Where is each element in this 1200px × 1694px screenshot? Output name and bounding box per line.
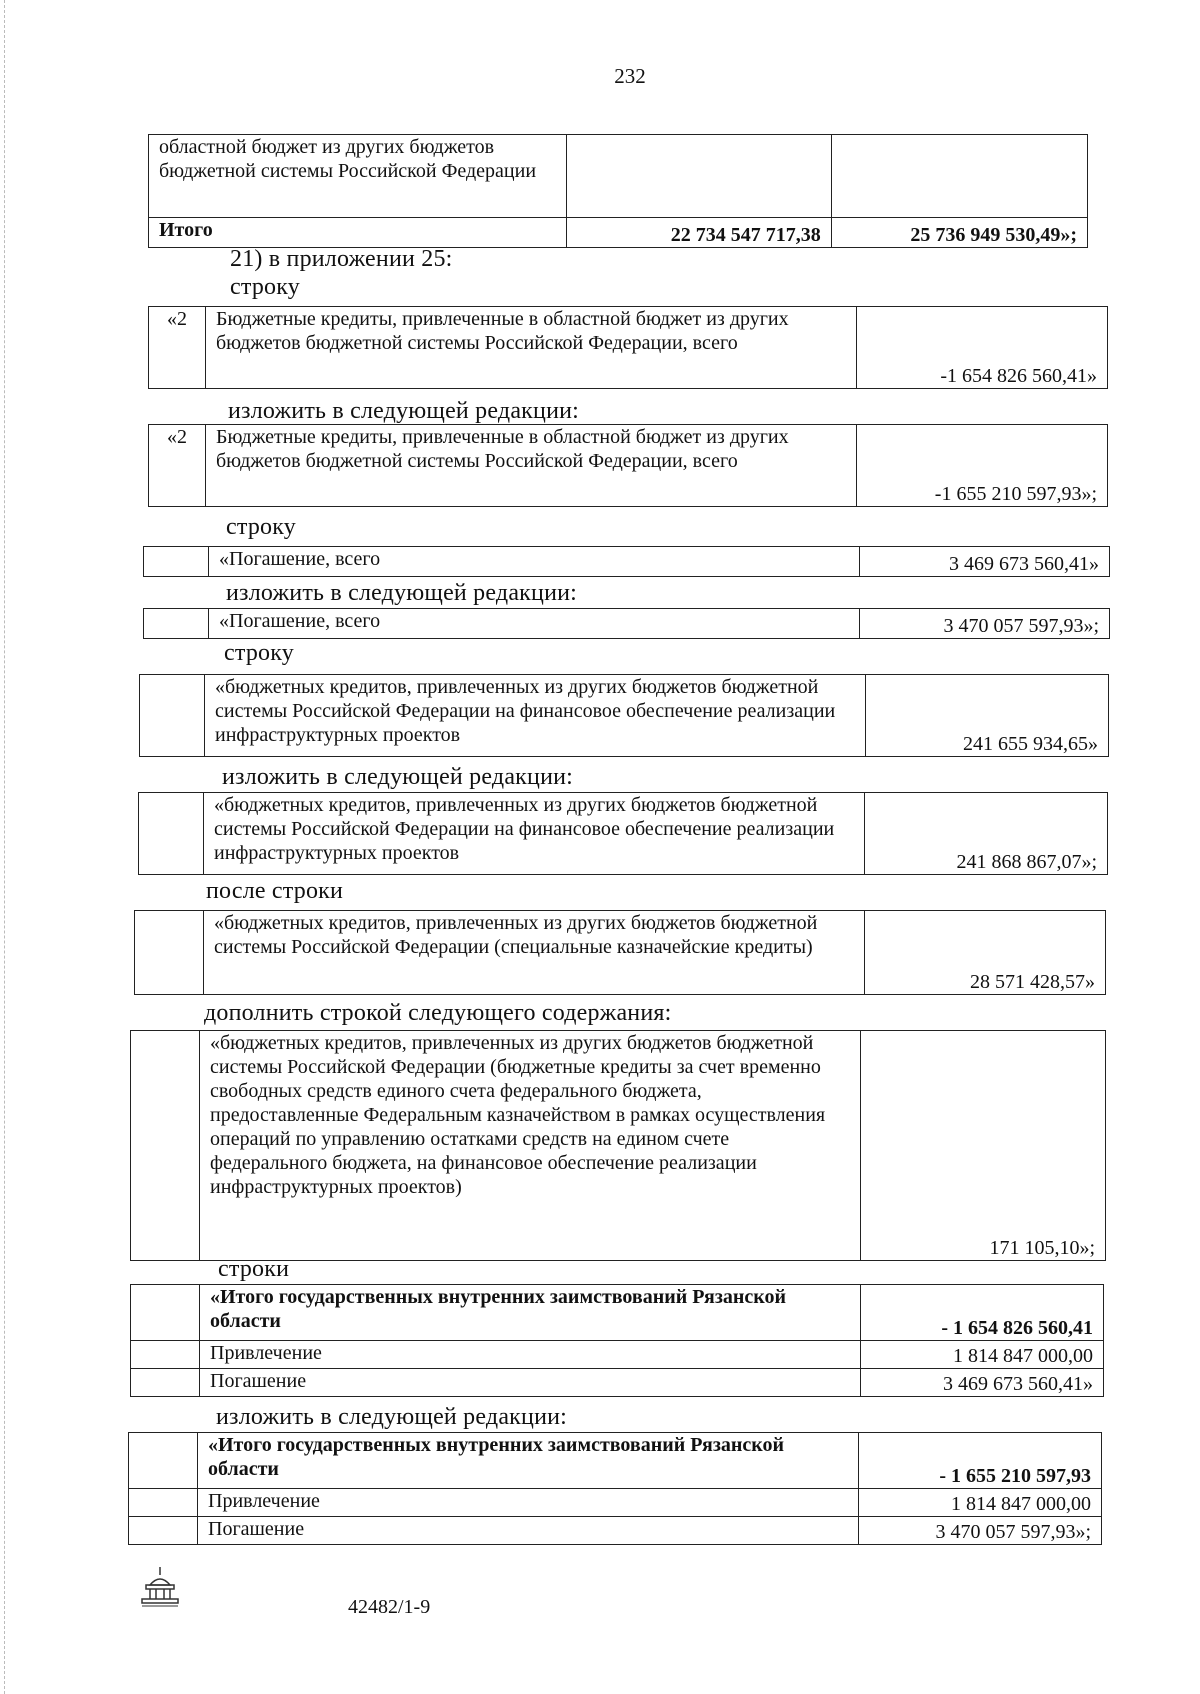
attraction-label: Привлечение [200, 1341, 861, 1369]
block3-new-table [138, 792, 1108, 875]
row-text: Бюджетные кредиты, привлеченные в областной бюджет из других бюджетов бюджетной системы Российской Федерации, всего [206, 307, 857, 389]
row-text: «бюджетных кредитов, привлеченных из других бюджетов бюджетной системы Российской Федерации на финансовое обеспечение реализации инфраструктурных проектов [204, 793, 865, 875]
row-text: «бюджетных кредитов, привлеченных из других бюджетов бюджетной системы Российской Федерации (специальные казначейские кредиты) [204, 911, 865, 995]
total-title: «Итого государственных внутренних заимствований Рязанской области [200, 1285, 861, 1341]
repayment-label: Погашение [198, 1517, 859, 1545]
total-value-2: 25 736 949 530,49»; [831, 218, 1087, 248]
row-value: 171 105,10»; [861, 1031, 1106, 1261]
duma-building-emblem-icon [138, 1565, 182, 1609]
row-value: 28 571 428,57» [865, 911, 1106, 995]
instruction-replace: изложить в следующей редакции: [228, 398, 580, 424]
repayment-label: Погашение [200, 1369, 861, 1397]
instruction-replace: изложить в следующей редакции: [222, 764, 574, 790]
row-text: «бюджетных кредитов, привлеченных из других бюджетов бюджетной системы Российской Федерации (бюджетные кредиты за счет временно свободных средств единого счета федерального бюджета, предоставленные Федеральным казначейством в рамках осуществления операций по управлению остатками средств на едином счете федерального бюджета, на финансовое обеспечение реализации инфраструктурных проектов) [200, 1031, 861, 1261]
row-value: 3 470 057 597,93»; [860, 609, 1110, 639]
row-text: «Погашение, всего [209, 547, 860, 577]
block2-new-table [143, 608, 1110, 639]
block1-new-table [148, 424, 1108, 507]
instruction-add: дополнить строкой следующего содержания: [204, 1000, 672, 1026]
block5-new-table [128, 1432, 1102, 1545]
scan-edge [4, 0, 6, 1694]
total-value: - 1 655 210 597,93 [859, 1433, 1102, 1489]
row-value: 241 868 867,07»; [865, 793, 1108, 875]
instruction-lines: строки [218, 1256, 290, 1282]
instruction-replace: изложить в следующей редакции: [226, 580, 578, 606]
instruction-line: строку [230, 274, 300, 300]
top-table-row-text: областной бюджет из других бюджетов бюджетной системы Российской Федерации [149, 135, 567, 218]
total-label: Итого [149, 218, 567, 248]
block2-old-table [143, 546, 1110, 577]
row-code: «2 [149, 307, 206, 389]
repayment-value: 3 469 673 560,41» [861, 1369, 1104, 1397]
row-value: 3 469 673 560,41» [860, 547, 1110, 577]
row-value: 241 655 934,65» [866, 675, 1109, 757]
row-text: Бюджетные кредиты, привлеченные в областной бюджет из других бюджетов бюджетной системы Российской Федерации, всего [206, 425, 857, 507]
top-table [148, 134, 1088, 248]
row-value: -1 655 210 597,93»; [857, 425, 1108, 507]
block3-old-table [139, 674, 1109, 757]
block1-old-table [148, 306, 1108, 389]
instruction-replace: изложить в следующей редакции: [216, 1404, 568, 1430]
total-title: «Итого государственных внутренних заимствований Рязанской области [198, 1433, 859, 1489]
row-text: «Погашение, всего [209, 609, 860, 639]
instruction-after: после строки [206, 878, 344, 904]
instruction-line: строку [226, 514, 296, 540]
attraction-value: 1 814 847 000,00 [861, 1341, 1104, 1369]
row-text: «бюджетных кредитов, привлеченных из других бюджетов бюджетной системы Российской Федерации на финансовое обеспечение реализации инфраструктурных проектов [205, 675, 866, 757]
section-intro: 21) в приложении 25: [230, 246, 453, 272]
row-code: «2 [149, 425, 206, 507]
document-code: 42482/1-9 [348, 1596, 431, 1618]
block5-old-table [130, 1284, 1104, 1397]
total-value: - 1 654 826 560,41 [861, 1285, 1104, 1341]
total-value-1: 22 734 547 717,38 [567, 218, 831, 248]
row-value: -1 654 826 560,41» [857, 307, 1108, 389]
instruction-line: строку [224, 640, 294, 666]
page-number: 232 [614, 64, 646, 88]
block4-add-table [130, 1030, 1106, 1261]
repayment-value: 3 470 057 597,93»; [859, 1517, 1102, 1545]
attraction-label: Привлечение [198, 1489, 859, 1517]
block4-after-table [134, 910, 1106, 995]
attraction-value: 1 814 847 000,00 [859, 1489, 1102, 1517]
